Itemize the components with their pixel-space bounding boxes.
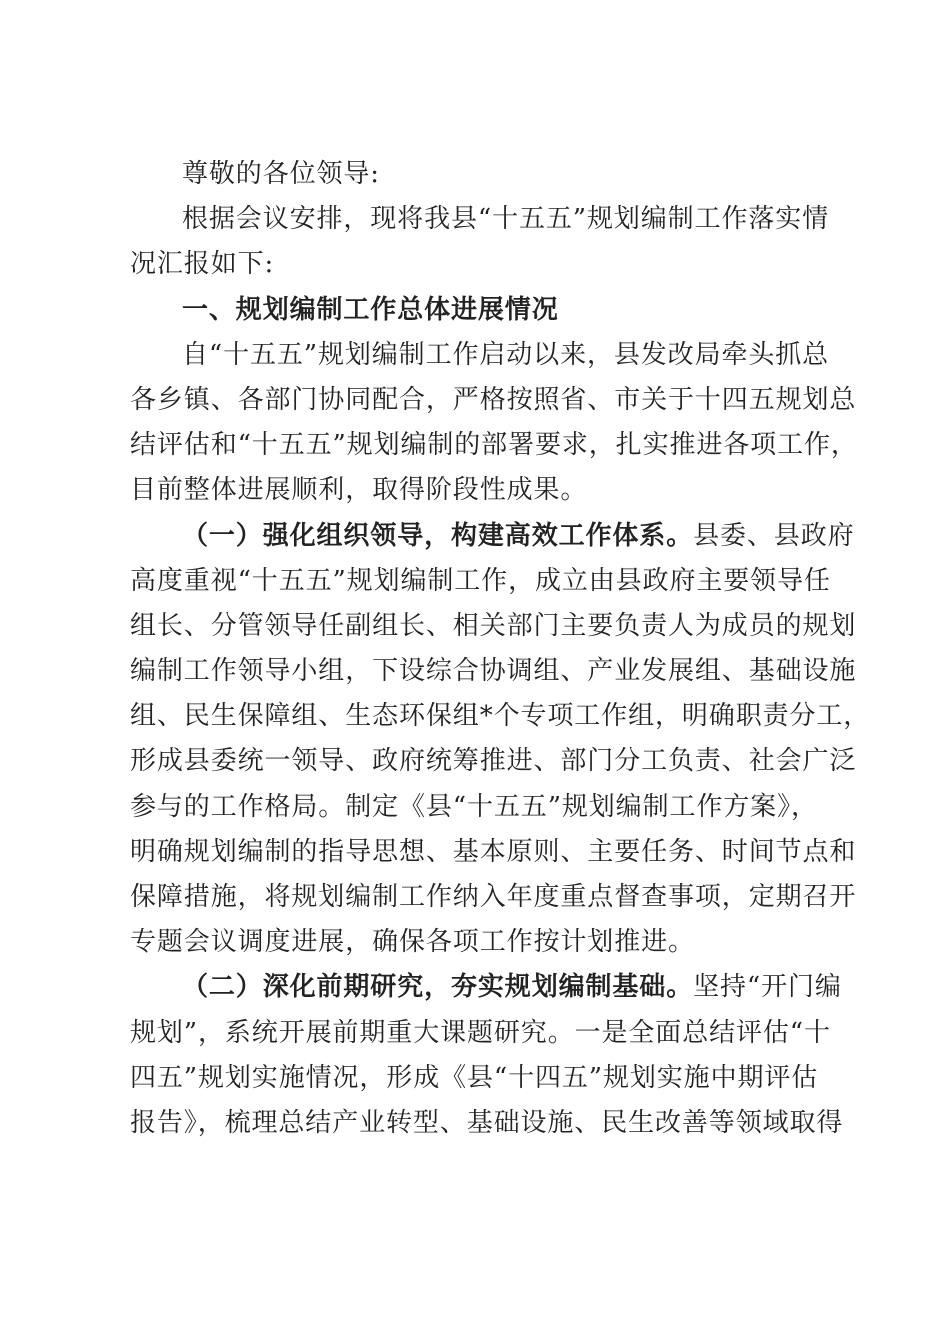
salutation: 尊敬的各位领导: [182,159,380,189]
paragraph-line: 形成县委统一领导、政府统筹推进、部门分工负责、社会广泛 [130,746,857,777]
paragraph-text: 坚持“开门编 [693,972,842,1003]
paragraph-line: 组、民生保障组、生态环保组*个专项工作组，明确职责分工， [130,701,871,732]
intro-line: 况汇报如下: [130,249,275,280]
subsection-first-line [130,965,842,1010]
paragraph-line: 专题会议调度进展，确保各项工作按计划推进。 [130,927,695,958]
subsection-first-line [130,514,855,559]
paragraph-line: 目前整体进展顺利，取得阶段性成果。 [130,475,588,506]
intro-line: 根据会议安排，现将我县“十五五”规划编制工作落实情 [182,204,830,235]
paragraph-line: 编制工作领导小组，下设综合协调组、产业发展组、基础设施 [130,656,857,687]
subsection-heading: （一）强化组织领导，构建高效工作体系。 [182,520,694,551]
paragraph-line: 各乡镇、各部门协同配合，严格按照省、市关于十四五规划总 [130,384,857,415]
paragraph-line: 规划”，系统开展前期重大课题研究。一是全面总结评估“十 [130,1017,831,1048]
paragraph-text: 县委、县政府 [693,520,855,551]
paragraph-line: 报告》，梳理总结产业转型、基础设施、民生改善等领域取得 [130,1107,844,1138]
paragraph-line: 结评估和“十五五”规划编制的部署要求，扎实推进各项工作， [130,430,858,461]
document-page [130,152,871,1146]
paragraph-line: 自“十五五”规划编制工作启动以来，县发改局牵头抓总 [182,339,830,370]
section-heading: 一、规划编制工作总体进展情况 [182,294,559,325]
paragraph-line: 保障措施，将规划编制工作纳入年度重点督查事项，定期召开 [130,882,857,912]
paragraph-line: 参与的工作格局。制定《县“十五五”规划编制工作方案》， [130,791,818,822]
subsection-heading: （二）深化前期研究，夯实规划编制基础。 [182,972,694,1003]
paragraph-line: 四五”规划实施情况，形成《县“十四五”规划实施中期评估 [130,1062,819,1093]
paragraph-line: 明确规划编制的指导思想、基本原则、主要任务、时间节点和 [130,836,857,867]
paragraph-line: 高度重视“十五五”规划编制工作，成立由县政府主要领导任 [130,565,831,596]
paragraph-line: 组长、分管领导任副组长、相关部门主要负责人为成员的规划 [130,610,857,641]
